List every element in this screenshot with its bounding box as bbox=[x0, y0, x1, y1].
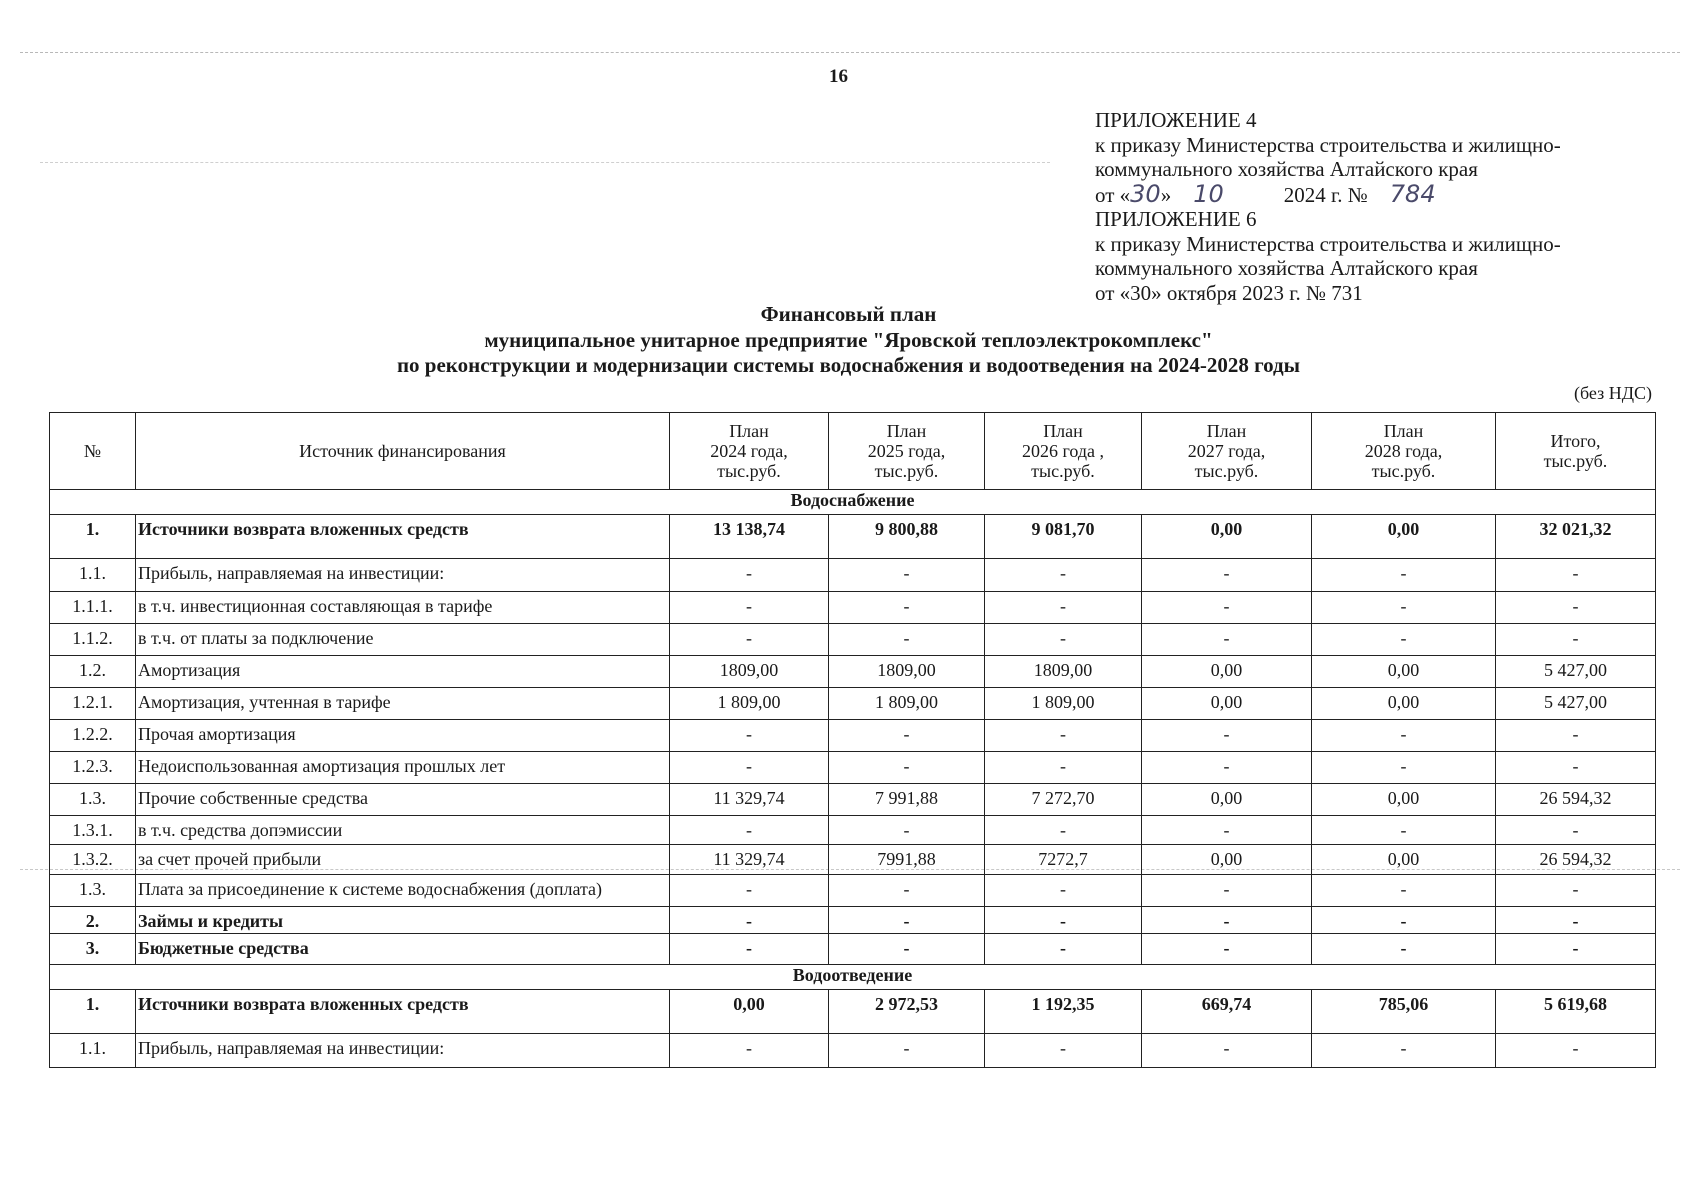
value-2027: - bbox=[1142, 907, 1312, 934]
value-2024: - bbox=[670, 559, 829, 592]
row-number: 1.3. bbox=[50, 875, 136, 907]
value-2026: - bbox=[985, 624, 1142, 656]
row-number: 1. bbox=[50, 990, 136, 1034]
row-source: Амортизация, учтенная в тарифе bbox=[136, 688, 670, 720]
title-line: муниципальное унитарное предприятие "Яровской теплоэлектрокомплекс" bbox=[484, 327, 1213, 352]
value-2027: 0,00 bbox=[1142, 515, 1312, 559]
value-2025: 1 809,00 bbox=[829, 688, 985, 720]
value-2026: 9 081,70 bbox=[985, 515, 1142, 559]
row-number: 1.1.1. bbox=[50, 592, 136, 624]
row-number: 1. bbox=[50, 515, 136, 559]
table-row bbox=[50, 934, 1656, 965]
row-source: за счет прочей прибыли bbox=[136, 845, 670, 875]
value-2027: - bbox=[1142, 720, 1312, 752]
row-source: Амортизация bbox=[136, 656, 670, 688]
row-number: 1.1. bbox=[50, 559, 136, 592]
value-2024: - bbox=[670, 875, 829, 907]
value-2026: - bbox=[985, 816, 1142, 845]
row-number: 1.3.2. bbox=[50, 845, 136, 875]
header-2026: План 2026 года , тыс.руб. bbox=[985, 413, 1142, 490]
row-number: 1.2.2. bbox=[50, 720, 136, 752]
value-total: - bbox=[1496, 875, 1656, 907]
value-2024: - bbox=[670, 720, 829, 752]
table-header-row bbox=[50, 413, 1656, 490]
value-2028: - bbox=[1312, 1034, 1496, 1068]
date-prefix: от « bbox=[1095, 182, 1131, 207]
row-source: Займы и кредиты bbox=[136, 907, 670, 934]
value-total: - bbox=[1496, 720, 1656, 752]
row-number: 1.3. bbox=[50, 784, 136, 816]
appendix-title-6: ПРИЛОЖЕНИЕ 6 bbox=[1095, 207, 1257, 231]
value-2028: - bbox=[1312, 816, 1496, 845]
value-2025: - bbox=[829, 720, 985, 752]
value-total: 5 427,00 bbox=[1496, 656, 1656, 688]
table-row bbox=[50, 720, 1656, 752]
value-2024: - bbox=[670, 752, 829, 784]
value-2025: 7 991,88 bbox=[829, 784, 985, 816]
page-number: 16 bbox=[829, 66, 848, 87]
scan-artifact-line bbox=[40, 162, 1050, 163]
value-2024: - bbox=[670, 907, 829, 934]
appendix-line: коммунального хозяйства Алтайского края bbox=[1095, 157, 1478, 181]
header-total: Итого, тыс.руб. bbox=[1496, 413, 1656, 490]
value-2025: - bbox=[829, 624, 985, 656]
value-2026: 1809,00 bbox=[985, 656, 1142, 688]
table-row bbox=[50, 845, 1656, 875]
value-2024: - bbox=[670, 1034, 829, 1068]
row-number: 1.2.1. bbox=[50, 688, 136, 720]
section-title: Водоотведение bbox=[50, 965, 1656, 990]
value-2024: 1 809,00 bbox=[670, 688, 829, 720]
table-row bbox=[50, 656, 1656, 688]
table-row bbox=[50, 1034, 1656, 1068]
value-2028: 785,06 bbox=[1312, 990, 1496, 1034]
value-2026: 1 809,00 bbox=[985, 688, 1142, 720]
value-total: 32 021,32 bbox=[1496, 515, 1656, 559]
row-number: 1.1.2. bbox=[50, 624, 136, 656]
appendix-line: от «30» октября 2023 г. № 731 bbox=[1095, 280, 1363, 305]
value-2026: - bbox=[985, 934, 1142, 965]
appendix-line: к приказу Министерства строительства и жилищно- bbox=[1095, 132, 1561, 157]
handwritten-day: 30 bbox=[1130, 179, 1161, 208]
title-line: по реконструкции и модернизации системы водоснабжения и водоотведения на 2024-2028 годы bbox=[396, 353, 1301, 377]
table-row bbox=[50, 907, 1656, 934]
table-row bbox=[50, 515, 1656, 559]
table-row bbox=[50, 875, 1656, 907]
handwritten-order-number: 784 bbox=[1389, 179, 1436, 208]
value-2026: 7 272,70 bbox=[985, 784, 1142, 816]
value-total: - bbox=[1496, 934, 1656, 965]
value-2028: 0,00 bbox=[1312, 784, 1496, 816]
row-number: 1.2.3. bbox=[50, 752, 136, 784]
handwritten-month: 10 bbox=[1193, 179, 1224, 208]
row-number: 1.1. bbox=[50, 1034, 136, 1068]
value-2026: - bbox=[985, 907, 1142, 934]
scan-artifact-line bbox=[20, 52, 1680, 53]
value-total: - bbox=[1496, 1034, 1656, 1068]
table-row bbox=[50, 688, 1656, 720]
value-2025: - bbox=[829, 1034, 985, 1068]
value-2027: - bbox=[1142, 816, 1312, 845]
value-2025: - bbox=[829, 934, 985, 965]
value-total: 5 619,68 bbox=[1496, 990, 1656, 1034]
value-2024: 11 329,74 bbox=[670, 845, 829, 875]
header-2025: План 2025 года, тыс.руб. bbox=[829, 413, 985, 490]
value-2026: - bbox=[985, 592, 1142, 624]
title-line: Финансовый план bbox=[760, 302, 937, 326]
row-source: Бюджетные средства bbox=[136, 934, 670, 965]
value-2027: - bbox=[1142, 559, 1312, 592]
value-total: - bbox=[1496, 816, 1656, 845]
value-2026: - bbox=[985, 720, 1142, 752]
value-2025: - bbox=[829, 875, 985, 907]
row-source: в т.ч. от платы за подключение bbox=[136, 624, 670, 656]
appendix-line: к приказу Министерства строительства и жилищно- bbox=[1095, 231, 1561, 256]
row-number: 1.3.1. bbox=[50, 816, 136, 845]
header-num: № bbox=[50, 413, 136, 490]
value-2026: - bbox=[985, 559, 1142, 592]
value-2027: 669,74 bbox=[1142, 990, 1312, 1034]
value-2025: 1809,00 bbox=[829, 656, 985, 688]
date-mid: » bbox=[1160, 182, 1172, 207]
table-row bbox=[50, 752, 1656, 784]
value-2027: - bbox=[1142, 875, 1312, 907]
value-2027: 0,00 bbox=[1142, 656, 1312, 688]
row-source: в т.ч. средства допэмиссии bbox=[136, 816, 670, 845]
value-2027: - bbox=[1142, 592, 1312, 624]
value-2027: 0,00 bbox=[1142, 845, 1312, 875]
row-source: в т.ч. инвестиционная составляющая в тарифе bbox=[136, 592, 670, 624]
row-source: Прочая амортизация bbox=[136, 720, 670, 752]
table-row bbox=[50, 624, 1656, 656]
value-2028: - bbox=[1312, 875, 1496, 907]
header-2024: План 2024 года, тыс.руб. bbox=[670, 413, 829, 490]
row-source: Источники возврата вложенных средств bbox=[136, 515, 670, 559]
value-total: - bbox=[1496, 559, 1656, 592]
table-row bbox=[50, 784, 1656, 816]
row-number: 2. bbox=[50, 907, 136, 934]
value-2028: 0,00 bbox=[1312, 656, 1496, 688]
value-2026: - bbox=[985, 752, 1142, 784]
table-row bbox=[50, 559, 1656, 592]
table-row bbox=[50, 816, 1656, 845]
value-2028: 0,00 bbox=[1312, 845, 1496, 875]
row-number: 1.2. bbox=[50, 656, 136, 688]
row-source: Прибыль, направляемая на инвестиции: bbox=[136, 559, 670, 592]
value-2024: 11 329,74 bbox=[670, 784, 829, 816]
header-source: Источник финансирования bbox=[136, 413, 670, 490]
value-2027: - bbox=[1142, 624, 1312, 656]
value-total: - bbox=[1496, 592, 1656, 624]
appendix-line: коммунального хозяйства Алтайского края bbox=[1095, 256, 1478, 280]
value-2028: - bbox=[1312, 559, 1496, 592]
value-total: - bbox=[1496, 907, 1656, 934]
section-title: Водоснабжение bbox=[50, 490, 1656, 515]
table-row bbox=[50, 990, 1656, 1034]
value-total: 5 427,00 bbox=[1496, 688, 1656, 720]
header-2027: План 2027 года, тыс.руб. bbox=[1142, 413, 1312, 490]
value-2025: - bbox=[829, 559, 985, 592]
value-2025: 7991,88 bbox=[829, 845, 985, 875]
row-number: 3. bbox=[50, 934, 136, 965]
value-2026: - bbox=[985, 875, 1142, 907]
table-row bbox=[50, 592, 1656, 624]
document-title bbox=[0, 302, 1697, 379]
row-source: Прибыль, направляемая на инвестиции: bbox=[136, 1034, 670, 1068]
value-2026: - bbox=[985, 1034, 1142, 1068]
appendix-title-4: ПРИЛОЖЕНИЕ 4 bbox=[1095, 108, 1257, 132]
value-total: - bbox=[1496, 624, 1656, 656]
appendix-block bbox=[1095, 108, 1561, 305]
value-2025: - bbox=[829, 907, 985, 934]
value-2027: - bbox=[1142, 1034, 1312, 1068]
value-2028: - bbox=[1312, 752, 1496, 784]
value-2024: - bbox=[670, 624, 829, 656]
value-2025: 9 800,88 bbox=[829, 515, 985, 559]
value-2028: - bbox=[1312, 934, 1496, 965]
value-total: - bbox=[1496, 752, 1656, 784]
value-2025: - bbox=[829, 816, 985, 845]
value-2028: - bbox=[1312, 720, 1496, 752]
vat-note: (без НДС) bbox=[1573, 383, 1652, 403]
value-2028: 0,00 bbox=[1312, 515, 1496, 559]
row-source: Источники возврата вложенных средств bbox=[136, 990, 670, 1034]
value-2027: - bbox=[1142, 752, 1312, 784]
value-2025: - bbox=[829, 752, 985, 784]
value-2024: 0,00 bbox=[670, 990, 829, 1034]
value-2028: 0,00 bbox=[1312, 688, 1496, 720]
value-2024: 13 138,74 bbox=[670, 515, 829, 559]
value-2028: - bbox=[1312, 592, 1496, 624]
value-2028: - bbox=[1312, 624, 1496, 656]
value-2026: 1 192,35 bbox=[985, 990, 1142, 1034]
appendix-order-date bbox=[1095, 179, 1561, 208]
value-2025: 2 972,53 bbox=[829, 990, 985, 1034]
value-2025: - bbox=[829, 592, 985, 624]
date-year: 2024 г. № bbox=[1283, 182, 1368, 207]
value-2027: - bbox=[1142, 934, 1312, 965]
header-2028: План 2028 года, тыс.руб. bbox=[1312, 413, 1496, 490]
value-2027: 0,00 bbox=[1142, 688, 1312, 720]
value-2028: - bbox=[1312, 907, 1496, 934]
value-2024: - bbox=[670, 934, 829, 965]
financial-plan-table bbox=[49, 412, 1656, 1068]
value-2024: 1809,00 bbox=[670, 656, 829, 688]
row-source: Плата за присоединение к системе водоснабжения (доплата) bbox=[136, 875, 670, 907]
value-2024: - bbox=[670, 592, 829, 624]
value-2027: 0,00 bbox=[1142, 784, 1312, 816]
value-2026: 7272,7 bbox=[985, 845, 1142, 875]
value-total: 26 594,32 bbox=[1496, 784, 1656, 816]
value-total: 26 594,32 bbox=[1496, 845, 1656, 875]
section-header-row bbox=[50, 490, 1656, 515]
row-source: Недоиспользованная амортизация прошлых лет bbox=[136, 752, 670, 784]
section-header-row bbox=[50, 965, 1656, 990]
value-2024: - bbox=[670, 816, 829, 845]
row-source: Прочие собственные средства bbox=[136, 784, 670, 816]
